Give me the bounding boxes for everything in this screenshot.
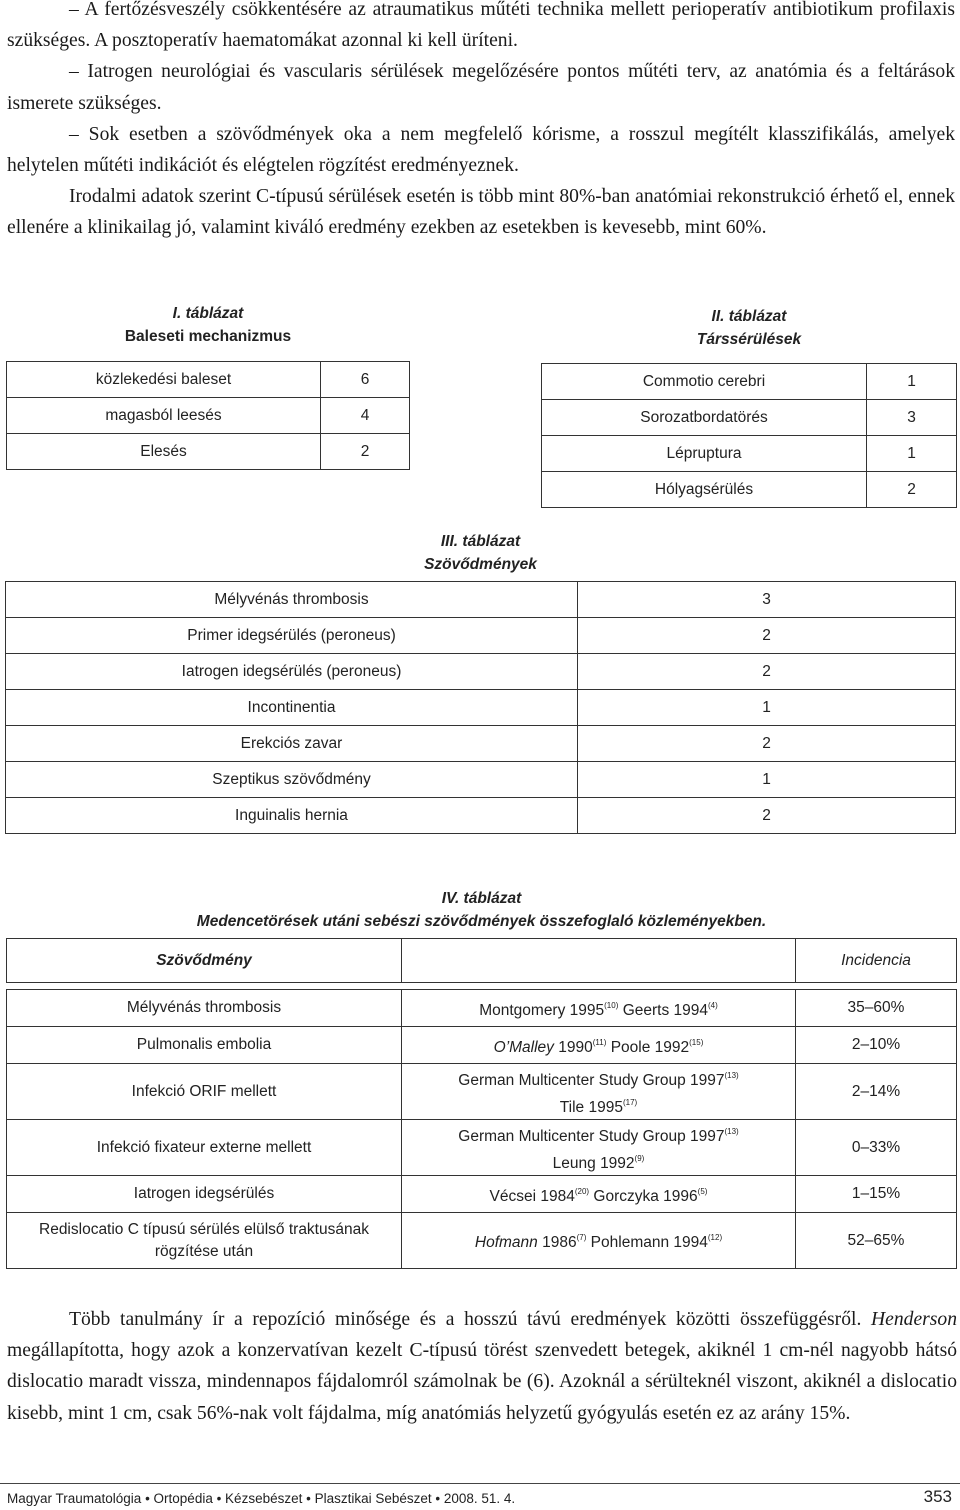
table2-label: Hólyagsérülés [542,472,867,508]
reference-number: (12) [707,1233,723,1242]
table3-label: Inguinalis hernia [6,798,578,834]
table3-label: Mélyvénás thrombosis [6,582,578,618]
table4-complication: Pulmonalis embolia [7,1027,402,1064]
table4-row [7,990,957,1027]
table4-complication: Infekció ORIF mellett [7,1064,402,1120]
source-citation [593,1188,707,1205]
source-citation [554,1039,606,1056]
table3-row [6,798,956,834]
table4 [6,938,957,1269]
source-line [406,1148,791,1175]
source-citation [553,1155,645,1172]
table4-row [7,1176,957,1213]
table1-caption [6,302,410,348]
table4-complication: Infekció fixateur externe mellett [7,1120,402,1176]
table1-row [7,434,410,470]
closing-text [7,1304,957,1429]
reference-number: (13) [724,1126,739,1136]
table4-header-source [402,939,796,983]
table4-source [402,1176,796,1213]
table4-incidence: 1–15% [796,1176,957,1213]
source-line [406,1121,791,1148]
table4-complication: Iatrogen idegsérülés [7,1176,402,1213]
source-text: Gorczyka 1996 [593,1187,698,1205]
table1-label: közlekedési baleset [7,362,321,398]
table3-count: 1 [578,690,956,726]
source-text: Montgomery 1995 [479,1001,605,1019]
table3-count: 2 [578,726,956,762]
source-text: Poole 1992 [610,1038,690,1056]
table2-count: 3 [867,400,957,436]
table4-row [7,1027,957,1064]
table3-row [6,582,956,618]
table4-caption [6,887,957,933]
paragraph-literature: Irodalmi adatok szerint C-típusú sérülések esetén is több mint 80%-ban anatómiai rekonstrukció érhető el, ennek ellenére a klinikailag jó, valamint kiváló eredmény ezekben az esetekben is kevesebb, mint 60%. [7,186,955,239]
paragraph-iatrogen: – Iatrogen neurológiai és vascularis sérülések megelőzésére pontos műtéti terv, az anatómia és a feltárások ismerete szükséges. [7,61,955,114]
closing-part1: Több tanulmány ír a repozíció minősége és a hosszú távú eredmények közötti összefüggésről. [69,1309,872,1330]
page-number: 353 [923,1487,952,1506]
source-text: O’Malley [493,1038,554,1056]
paragraph-antibiotic: – A fertőzésveszély csökkentésére az atraumatikus műtéti technika mellett perioperatív antibiotikum profilaxis szükséges. A posztoperatív haematomákat azonnal ki kell üríteni. [7,0,955,52]
source-citation [458,1128,738,1145]
table4-incidence: 0–33% [796,1120,957,1176]
table2-label: Sorozatbordatörés [542,400,867,436]
table3-count: 3 [578,582,956,618]
table3-row [6,618,956,654]
source-citation [458,1072,738,1089]
table3-label: Primer idegsérülés (peroneus) [6,618,578,654]
table2-number: II. táblázat [711,308,787,325]
reference-number: (20) [574,1186,590,1196]
reference-number: (7) [576,1233,587,1242]
reference-number: (5) [697,1186,708,1196]
table4-incidence: 52–65% [796,1213,957,1269]
source-text: Vécsei 1984 [489,1187,575,1205]
table4-row [7,1213,957,1269]
table2-label: Commotio cerebri [542,364,867,400]
table4-title: Medencetörések utáni sebészi szövődmények összefoglaló közleményekben. [196,913,767,930]
source-text: German Multicenter Study Group 1997 [458,1071,725,1089]
table3-count: 2 [578,618,956,654]
footer-divider [0,1483,960,1484]
table4-incidence: 2–14% [796,1064,957,1120]
source-line [406,1092,791,1119]
table4-header-complication: Szövődmény [7,939,402,983]
table2 [541,363,957,508]
source-line [406,1065,791,1092]
table2-row [542,436,957,472]
table3-label: Erekciós zavar [6,726,578,762]
table4-complication: Mélyvénás thrombosis [7,990,402,1027]
table4-source [402,1213,796,1269]
table1-count: 6 [321,362,410,398]
source-citation [611,1039,704,1056]
reference-number: (13) [724,1070,739,1080]
source-citation [490,1188,590,1205]
source-citation [623,1002,718,1019]
table3-title: Szövődmények [424,556,537,573]
table2-label: Lépruptura [542,436,867,472]
source-text: Hofmann [474,1234,538,1251]
source-text: 1986 [537,1234,577,1251]
table2-count: 2 [867,472,957,508]
source-citation [494,1039,554,1056]
table4-source [402,1120,796,1176]
table3-row [6,654,956,690]
table4-incidence: 35–60% [796,990,957,1027]
reference-number: (17) [622,1097,638,1107]
table2-title: Társsérülések [696,331,802,348]
reference-number: (4) [708,1000,718,1010]
table2-row [542,364,957,400]
table4-number: IV. táblázat [441,890,522,907]
table4-incidence: 2–10% [796,1027,957,1064]
table4-spacer [7,983,957,990]
table4-header-incidence: Incidencia [796,939,957,983]
table4-source [402,990,796,1027]
paragraph-diagnosis: – Sok esetben a szövődmények oka a nem megfelelő kórisme, a rosszul megítélt klasszifikálás, amelyek helytelen műtéti indikációt és elégtelen rögzítést eredményeznek. [7,123,955,177]
source-citation [475,1234,538,1251]
footer-journal: Magyar Traumatológia • Ortopédia • Kézsebészet • Plasztikai Sebészet • 2008. 51. 4. [7,1491,516,1506]
table4-source [402,1027,796,1064]
paragraph-closing [7,1304,957,1429]
table3-label: Szeptikus szövődmény [6,762,578,798]
table3-count: 1 [578,762,956,798]
table4-row [7,1120,957,1176]
table3-number: III. táblázat [440,533,521,550]
source-citation [560,1099,637,1116]
reference-number: (9) [634,1153,645,1163]
closing-part2: megállapította, hogy azok a konzervatívan kezelt C-típusú törést szenvedett betegek, akiknél 1 cm-nél nagyobb hátsó dislocatio maradt vissza, mindennapos fájdalomról számolnak be (6). Azoknál a sérülteknél viszont, akiknél a dislocatio kisebb, mint 1 cm, csak 56%-nak volt fájdalma, míg anatómiás helyzetű gyógyulás esetén ez az arány 15%. [7,1340,957,1424]
table2-count: 1 [867,364,957,400]
table3-label: Incontinentia [6,690,578,726]
table1-label: Elesés [7,434,321,470]
table4-spacer-cell [7,983,957,990]
closing-author: Henderson [871,1309,957,1330]
reference-number: (15) [689,1037,704,1047]
table3-label: Iatrogen idegsérülés (peroneus) [6,654,578,690]
table3-row [6,762,956,798]
table2-caption [541,305,957,351]
table3-count: 2 [578,798,956,834]
table2-count: 1 [867,436,957,472]
table1-label: magasból leesés [7,398,321,434]
table1 [6,361,410,470]
table4-source [402,1064,796,1120]
source-text: German Multicenter Study Group 1997 [458,1127,725,1145]
table2-row [542,400,957,436]
source-text: Pohlemann 1994 [590,1234,708,1251]
table4-complication: Redislocatio C típusú sérülés elülső traktusának rögzítése után [7,1213,402,1269]
intro-text [7,0,955,244]
table1-number: I. táblázat [172,305,244,322]
source-text: Leung 1992 [552,1154,635,1172]
table4-row [7,1064,957,1120]
table1-title: Baleseti mechanizmus [124,328,292,345]
table2-row [542,472,957,508]
table3 [5,581,956,834]
source-text: 1990 [553,1038,593,1056]
table1-row [7,398,410,434]
source-text: Geerts 1994 [622,1001,708,1019]
reference-number: (10) [604,1000,619,1010]
table3-row [6,690,956,726]
reference-number: (11) [592,1037,607,1047]
source-citation [538,1234,587,1251]
table3-caption [5,530,956,576]
source-citation [591,1234,722,1251]
source-citation [479,1002,618,1019]
table3-count: 2 [578,654,956,690]
table1-count: 2 [321,434,410,470]
table3-row [6,726,956,762]
table1-row [7,362,410,398]
table1-count: 4 [321,398,410,434]
table4-header-row [7,939,957,983]
source-text: Tile 1995 [559,1098,623,1116]
